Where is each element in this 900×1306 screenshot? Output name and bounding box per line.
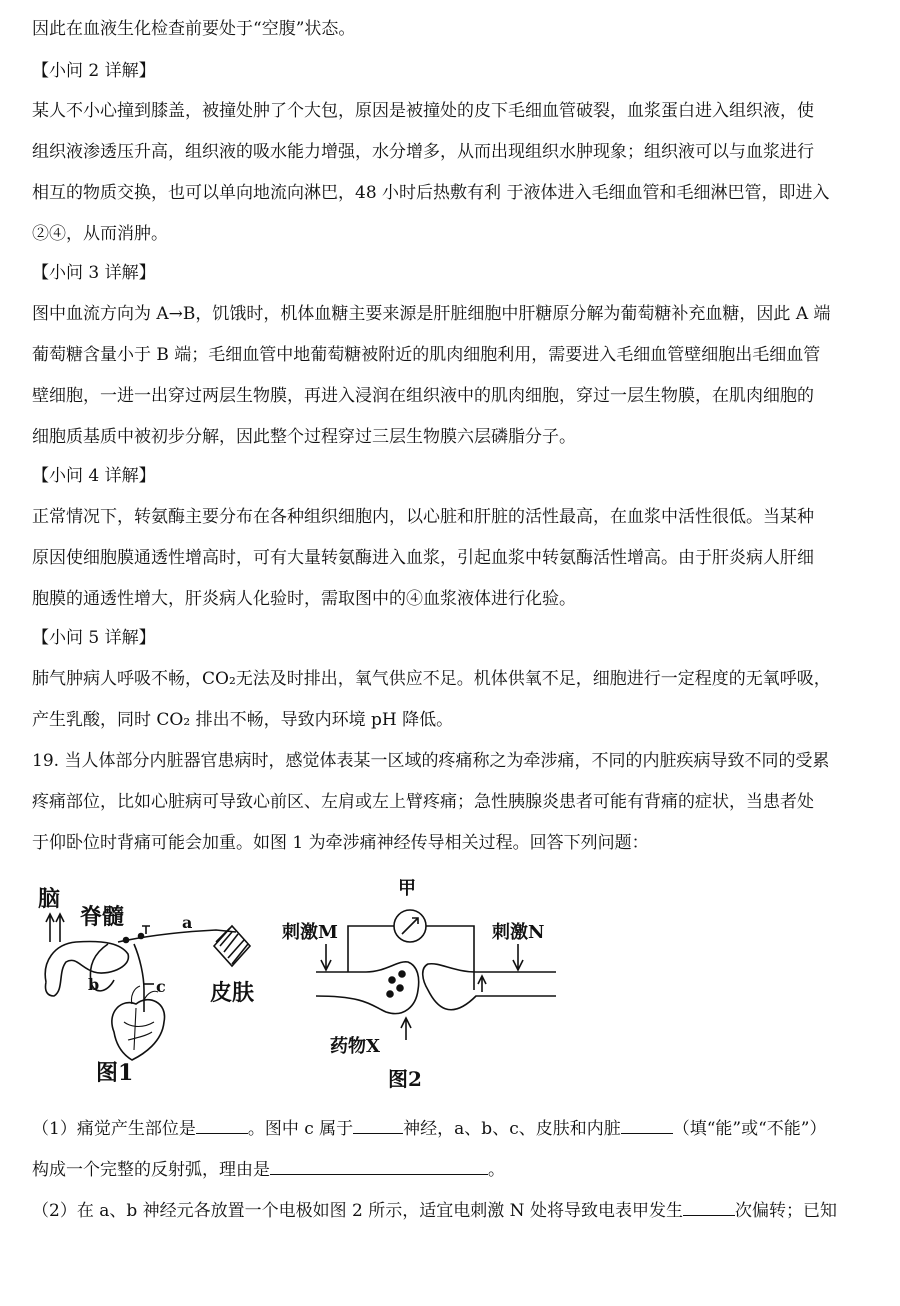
meter-wire-right <box>426 926 474 990</box>
question-19-line-1: 19. 当人体部分内脏器官患病时，感觉体表某一区域的疼痛称之为牵涉痛，不同的内脏疾病导致不同的受累 <box>32 751 830 771</box>
vesicle <box>397 985 403 991</box>
text-line-8: 图中血流方向为 A→B，饥饿时，机体血糖主要来源是肝脏细胞中肝糖原分解为葡萄糖补充血糖，因此 A 端 <box>32 304 831 324</box>
q1-text-3: 神经，a、b、c、皮肤和内脏 <box>403 1119 621 1139</box>
spinal-cord-outline <box>45 942 128 997</box>
caption-figure-1: 图1 <box>96 1060 134 1086</box>
label-stimulus-n: 刺激N <box>492 922 545 943</box>
text-line-3: 某人不小心撞到膝盖，被撞处肿了个大包，原因是被撞处的皮下毛细血管破裂，血浆蛋白进入组织液，使 <box>32 101 814 121</box>
label-meter-jia: 甲 <box>398 878 416 899</box>
answer-blank-reason[interactable] <box>270 1158 488 1175</box>
caption-figure-2: 图2 <box>388 1067 422 1091</box>
text-line-14: 原因使细胞膜通透性增高时，可有大量转氨酶进入血浆，引起血浆中转氨酶活性增高。由于肝炎病人肝细 <box>32 548 814 568</box>
vesicle <box>389 977 395 983</box>
label-c: c <box>156 977 166 996</box>
question-1-line-2 <box>32 1158 505 1181</box>
label-b: b <box>88 975 100 994</box>
label-stimulus-m: 刺激M <box>282 922 338 943</box>
text-line-15: 胞膜的通透性增大，肝炎病人化验时，需取图中的④血浆液体进行化验。 <box>32 589 576 609</box>
answer-blank-deflection-count[interactable] <box>683 1199 735 1216</box>
heart-icon <box>112 986 165 1060</box>
stimulus-m-arrow <box>321 944 331 970</box>
vesicle <box>387 991 393 997</box>
section-heading-2: 【小问 2 详解】 <box>32 61 156 81</box>
galvanometer-needle <box>402 918 418 934</box>
text-line-6: ②④，从而消肿。 <box>32 224 168 244</box>
question-2-line-1 <box>32 1199 837 1222</box>
text-line-18: 产生乳酸，同时 CO₂ 排出不畅，导致内环境 pH 降低。 <box>32 710 454 730</box>
q1-text-6: 。 <box>488 1160 505 1180</box>
figure-1 <box>38 886 254 1086</box>
text-line-11: 细胞质基质中被初步分解，因此整个过程穿过三层生物膜六层磷脂分子。 <box>32 427 576 447</box>
q2-text-2: 次偏转；已知 <box>734 1201 837 1221</box>
question-19-line-2: 疼痛部位，比如心脏病可导致心前区、左肩或左上臂疼痛；急性胰腺炎患者可能有背痛的症状，当患者处 <box>32 792 814 812</box>
q1-text-5: 构成一个完整的反射弧，理由是 <box>32 1160 270 1180</box>
text-line-17: 肺气肿病人呼吸不畅，CO₂无法及时排出，氧气供应不足。机体供氧不足，细胞进行一定程度的无氧呼吸， <box>32 669 831 689</box>
q1-text-1: （1）痛觉产生部位是 <box>32 1119 196 1139</box>
section-heading-3: 【小问 3 详解】 <box>32 263 156 283</box>
section-heading-5: 【小问 5 详解】 <box>32 628 156 648</box>
q1-text-4: （填“能”或“不能”） <box>672 1119 827 1139</box>
synapse-dot <box>124 938 129 943</box>
postsynaptic-membrane <box>423 964 556 1010</box>
q2-text-1: （2）在 a、b 神经元各放置一个电极如图 2 所示，适宜电刺激 N 处将导致电表甲发生 <box>32 1201 683 1221</box>
q1-text-2: 。图中 c 属于 <box>247 1119 354 1139</box>
label-a: a <box>182 913 193 932</box>
vesicle <box>399 971 405 977</box>
figure-2 <box>282 878 556 1091</box>
label-drug-x: 药物X <box>330 1036 380 1057</box>
label-brain: 脑 <box>38 886 61 912</box>
answer-blank-can-or-cannot[interactable] <box>621 1117 673 1134</box>
question-19-line-3: 于仰卧位时背痛可能会加重。如图 1 为牵涉痛神经传导相关过程。回答下列问题： <box>32 833 649 853</box>
section-heading-4: 【小问 4 详解】 <box>32 466 156 486</box>
neuron-a-branch <box>142 926 150 934</box>
answer-blank-pain-site[interactable] <box>196 1117 248 1134</box>
question-1-line-1 <box>32 1117 826 1140</box>
ascending-tract <box>46 914 64 942</box>
stimulus-n-arrow <box>513 944 523 970</box>
figure-neural-conduction <box>36 872 596 1097</box>
text-line-1: 因此在血液生化检查前要处于“空腹”状态。 <box>32 19 356 39</box>
answer-blank-nerve-type[interactable] <box>353 1117 403 1134</box>
text-line-5: 相互的物质交换，也可以单向地流向淋巴，48 小时后热敷有利 于液体进入毛细血管和毛细淋巴管，即进入 <box>32 183 830 203</box>
skin-block <box>214 926 250 966</box>
meter-wire-left <box>348 926 394 972</box>
label-skin: 皮肤 <box>210 980 255 1006</box>
synapse-dot <box>139 934 144 939</box>
electrode-arrow <box>478 976 486 992</box>
text-line-9: 葡萄糖含量小于 B 端；毛细血管中地葡萄糖被附近的肌肉细胞利用，需要进入毛细血管壁细胞出毛细血管 <box>32 345 821 365</box>
text-line-10: 壁细胞，一进一出穿过两层生物膜，再进入浸润在组织液中的肌肉细胞，穿过一层生物膜，在肌肉细胞的 <box>32 386 814 406</box>
drug-x-arrow <box>401 1018 411 1040</box>
text-line-4: 组织液渗透压升高，组织液的吸水能力增强，水分增多，从而出现组织水肿现象；组织液可以与血浆进行 <box>32 142 814 162</box>
text-line-13: 正常情况下，转氨酶主要分布在各种组织细胞内，以心脏和肝脏的活性最高，在血浆中活性很低。当某种 <box>32 507 814 527</box>
label-spinal-cord: 脊髓 <box>80 904 125 930</box>
